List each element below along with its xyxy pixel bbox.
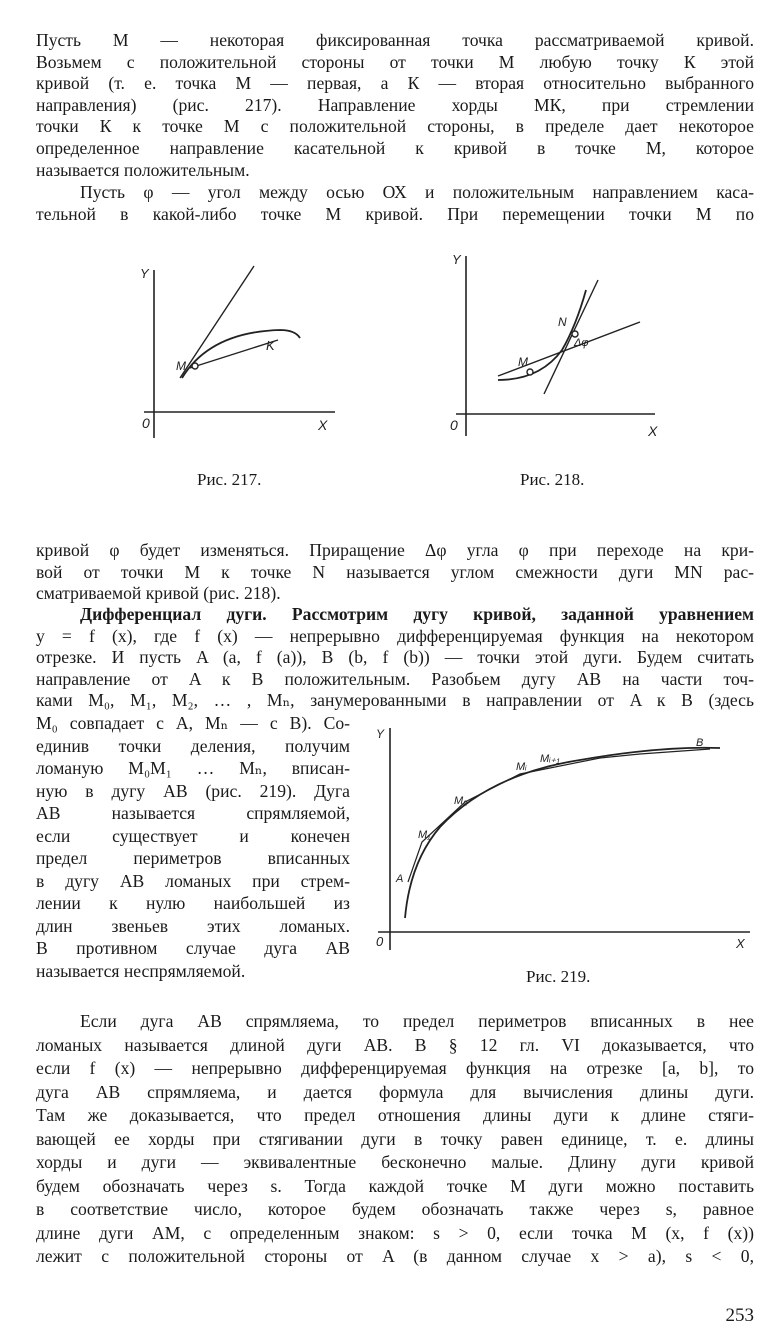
paragraph-2 [36, 182, 754, 225]
label-y: Y [452, 252, 461, 267]
tangent-line [180, 266, 254, 378]
tangent-at-n [544, 280, 598, 394]
label-y: Y [140, 266, 149, 281]
text-line: определенное направление касательной к кривой в точке М, которое [36, 137, 754, 158]
label-n: N [558, 315, 567, 329]
label-mi1: Mᵢ₊₁ [540, 753, 560, 765]
text-line: лежит с положительной стороны от A (в данном случае x > a), s < 0, [36, 1246, 754, 1266]
label-mi: Mᵢ [516, 761, 527, 773]
label-b: B [696, 737, 704, 749]
figure-217 [130, 262, 350, 462]
label-y: Y [376, 727, 385, 741]
point-m [527, 369, 533, 375]
text-line: если существует и конечен [36, 825, 350, 846]
text-line: дуга AB спрямляема, и дается формула для вычисления длины дуги. [36, 1081, 754, 1102]
label-o: 0 [376, 934, 384, 949]
label-m2: M₂ [454, 795, 468, 807]
text-line: предел периметров вписанных [36, 848, 350, 868]
label-a: A [396, 873, 404, 885]
text-line: направление от A к B положительным. Разобьем дугу AB на части точ- [36, 668, 754, 689]
caption-218: Рис. 218. [520, 470, 585, 489]
text-line: хорды и дуги — эквивалентные бесконечно малые. Длину дуги кривой [36, 1152, 754, 1172]
text-line: Дифференциал дуги. Рассмотрим дугу кривой, заданной уравнением [80, 604, 754, 624]
text-line: лении к нулю наибольшей из [36, 893, 350, 913]
figure-219 [370, 722, 760, 962]
text-line: отрезке. И пусть A (a, f (a)), B (b, f (b)) — точки этой дуги. Будем считать [36, 647, 754, 668]
text-line: в соответствие число, которое будем обозначать также через s, равное [36, 1199, 754, 1219]
text-line: ную в дугу AB (рис. 219). Дуга [36, 780, 350, 801]
text-line: Если дуга AB спрямляема, то предел периметров вписанных в нее [80, 1011, 754, 1031]
text-line: ломаную M₀M₁ … Mₙ, вписан- [36, 758, 350, 778]
label-o: 0 [142, 415, 150, 431]
label-x: X [318, 417, 328, 433]
text-line: будем обозначать через s. Тогда каждой точке M дуги можно поставить [36, 1175, 754, 1196]
text-line: сматриваемой кривой (рис. 218). [36, 583, 281, 604]
text-line: Пусть М — некоторая фиксированная точка рассматриваемой кривой. [36, 30, 754, 50]
text-line: длин звеньев этих ломаных. [36, 915, 350, 936]
text-line: кривой φ будет изменяться. Приращение Δφ угла φ при переходе на кри- [36, 540, 754, 560]
paragraph-1 [36, 30, 754, 181]
caption-219: Рис. 219. [526, 967, 591, 986]
label-k: K [266, 338, 275, 353]
text-line: Там же доказывается, что предел отношения длины дуги к длине стяги- [36, 1105, 754, 1125]
figure-218 [440, 250, 660, 450]
label-m: M [518, 355, 528, 369]
curve [182, 330, 300, 378]
curve [405, 748, 720, 918]
text-line: M₀ совпадает с A, Mₙ — с B). Со- [36, 713, 350, 733]
text-line: точки К к точке М с положительной стороны, в пределе дает некоторое [36, 116, 754, 137]
text-line: в дугу AB ломаных при стрем- [36, 870, 350, 891]
text-line: Пусть φ — угол между осью ОХ и положительным направлением каса- [80, 182, 754, 202]
text-line: единив точки деления, получим [36, 735, 350, 756]
text-line: называется неспрямляемой. [36, 960, 246, 981]
side-text [36, 712, 350, 982]
text-line: называется положительным. [36, 159, 250, 180]
label-dphi: Δφ [574, 337, 589, 349]
text-line: AB называется спрямляемой, [36, 803, 350, 823]
point-m [192, 363, 198, 369]
text-line: y = f (x), где f (x) — непрерывно дифференцируемая функция на некотором [36, 625, 754, 646]
text-line: ломаных называется длиной дуги AB. В § 12 гл. VI доказывается, что [36, 1034, 754, 1055]
text-line: кривой (т. е. точка М — первая, а К — вторая относительно выбранного [36, 73, 754, 94]
text-line: вающей ее хорды при стягивании дуги в точку равен единице, т. е. длины [36, 1128, 754, 1149]
caption-217: Рис. 217. [197, 470, 262, 489]
page-number: 253 [725, 1305, 754, 1326]
label-x: X [736, 936, 745, 951]
paragraph-3 [36, 540, 754, 605]
text-line: направления) (рис. 217). Направление хорды МК, при стремлении [36, 94, 754, 115]
text-line: ками M₀, M₁, M₂, … , Mₙ, занумерованными в направлении от A к B (здесь [36, 690, 754, 711]
label-m1: M₁ [418, 829, 431, 841]
text-line: Возьмем с положительной стороны от точки М любую точку К этой [36, 51, 754, 72]
text-line: длине дуги AM, с определенным знаком: s > 0, если точка M (x, f (x)) [36, 1222, 754, 1243]
inscribed-polyline [408, 749, 710, 882]
text-line: если f (x) — непрерывно дифференцируемая функция на отрезке [a, b], то [36, 1058, 754, 1078]
label-o: 0 [450, 417, 458, 433]
paragraph-4 [36, 604, 754, 712]
label-m: M [176, 359, 186, 373]
text-line: тельной в какой-либо точке М кривой. При перемещении точки М по [36, 203, 754, 224]
text-line: В противном случае дуга AB [36, 938, 350, 958]
paragraph-5 [36, 1010, 754, 1269]
label-x: X [648, 423, 658, 439]
text-line: вой от точки М к точке N называется углом смежности дуги MN рас- [36, 561, 754, 582]
